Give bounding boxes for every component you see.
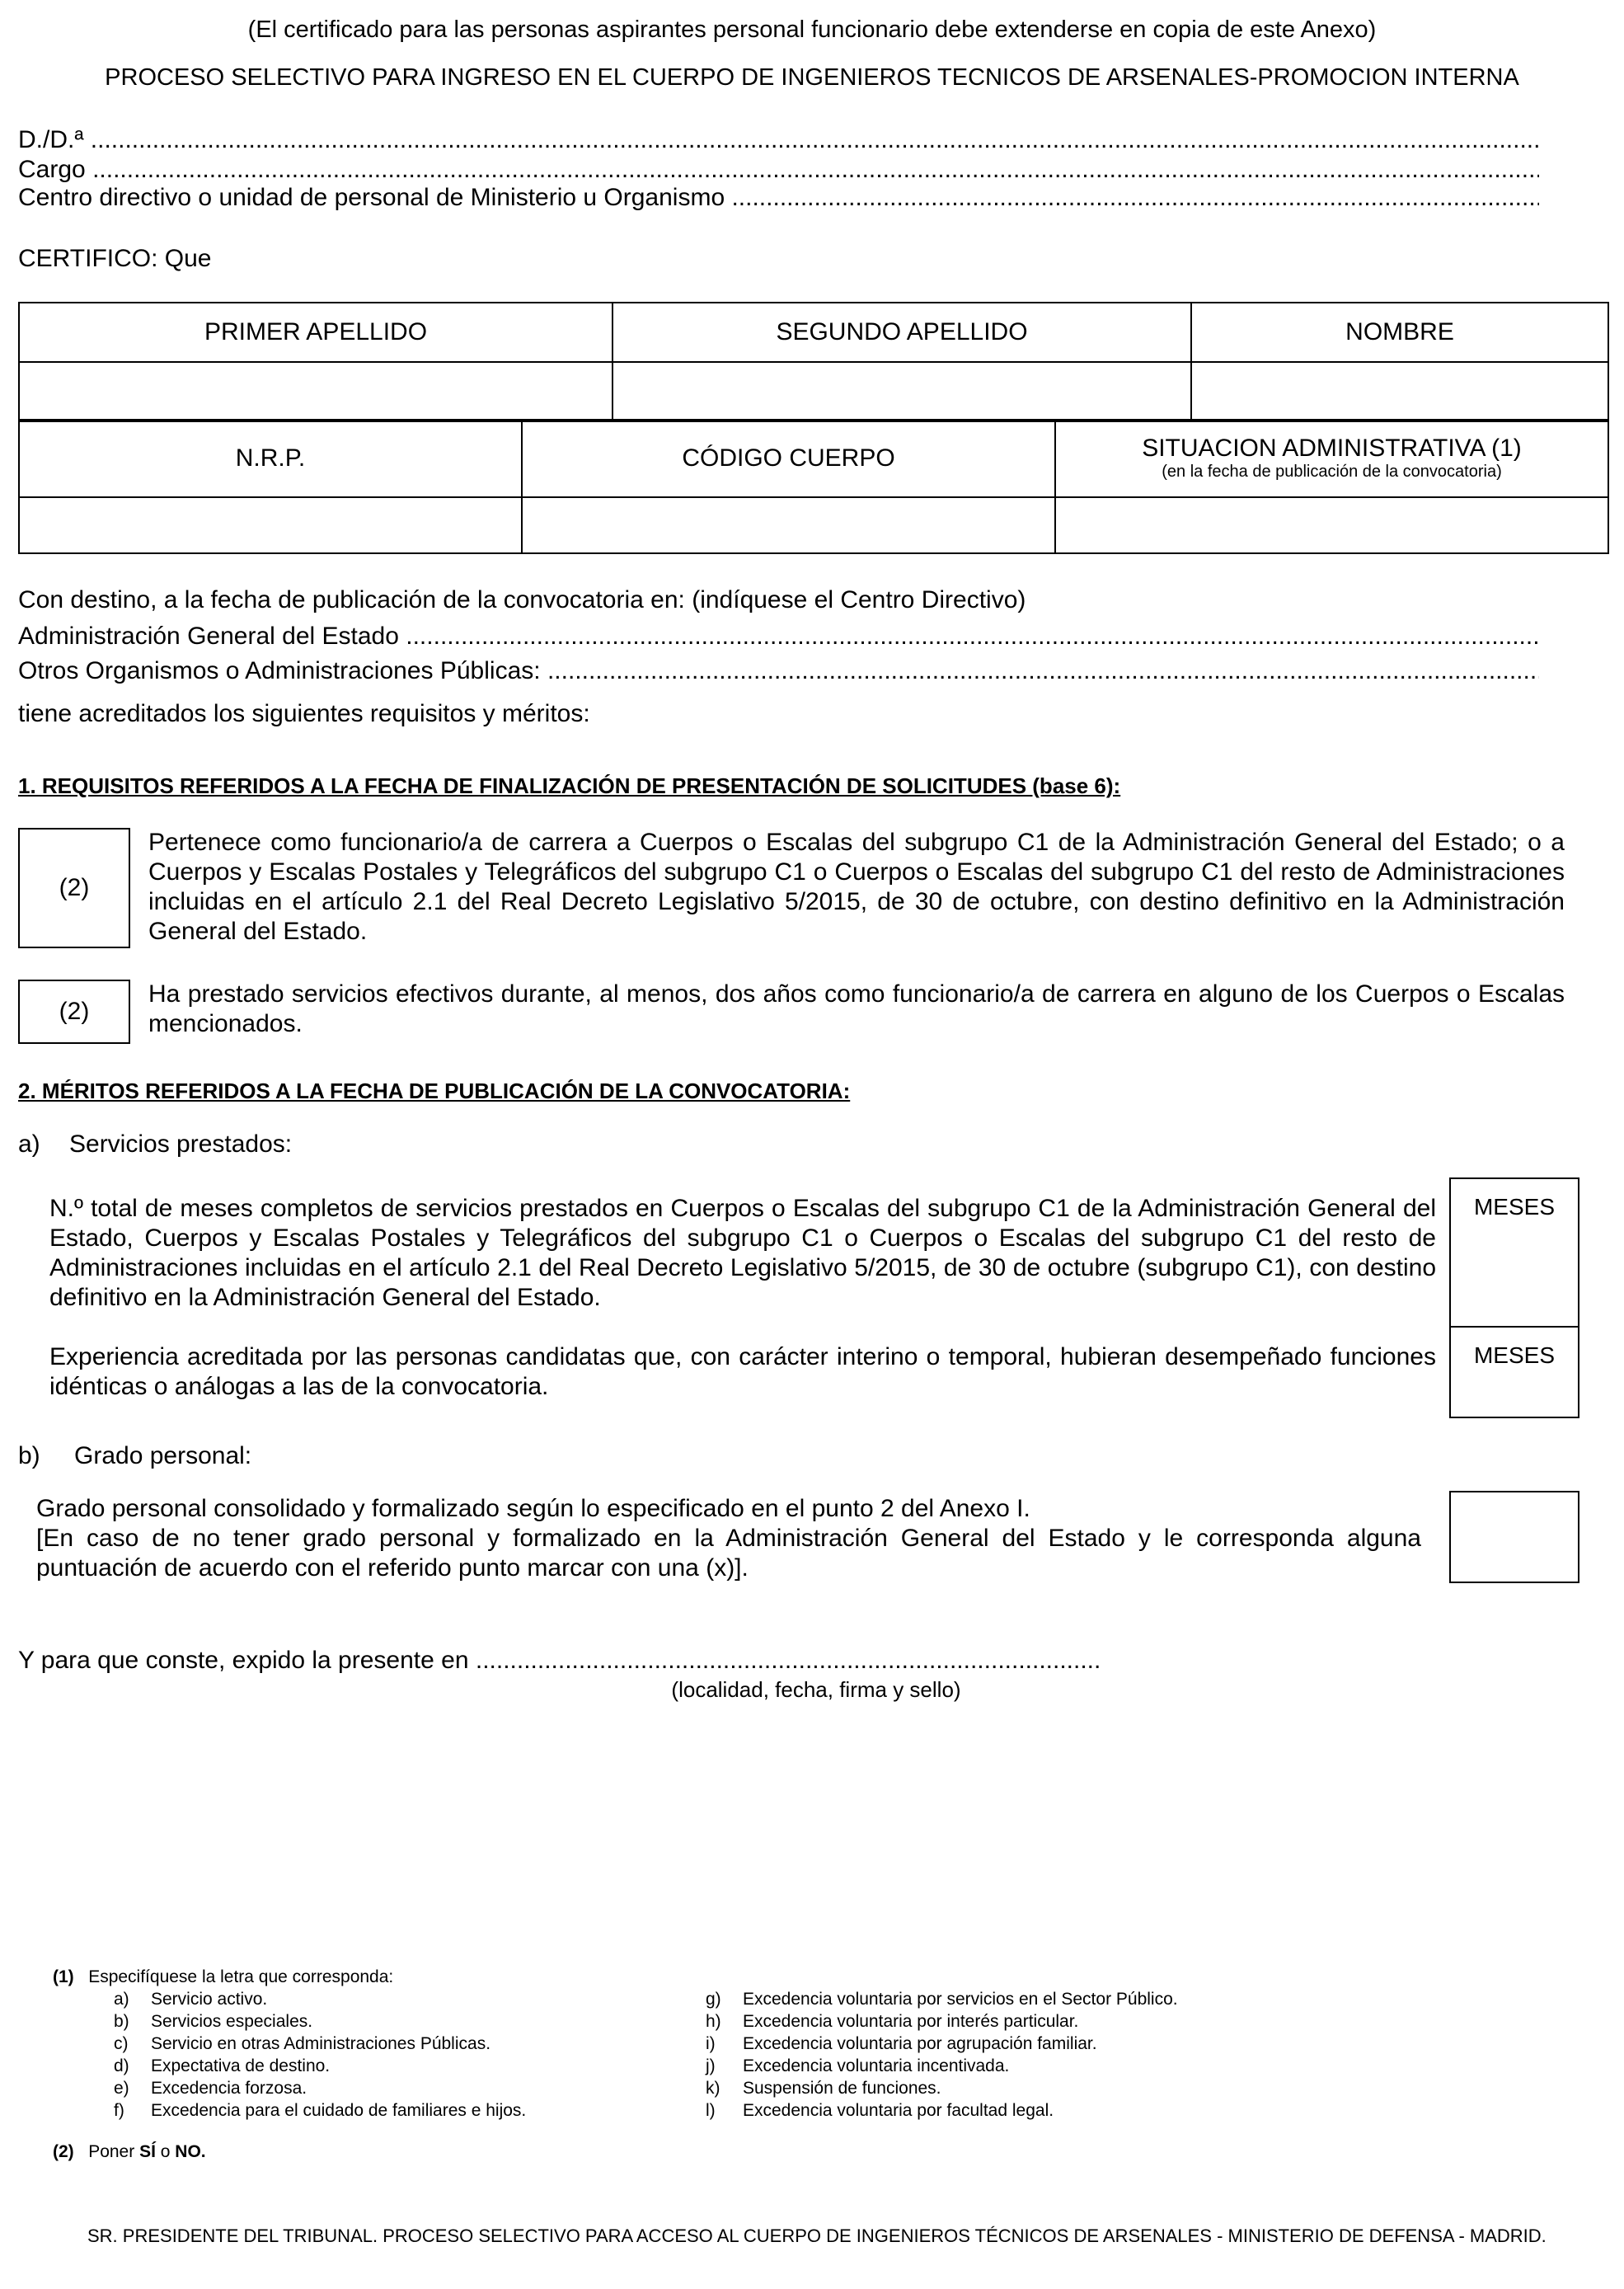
footnote-1-title: Especifíquese la letra que corresponda:	[88, 1967, 394, 1986]
tiene-label: tiene acreditados los siguientes requisitos y méritos:	[18, 700, 590, 727]
nombre-cell[interactable]	[1191, 362, 1608, 421]
closing-line	[18, 1646, 1101, 1676]
header-primer-apellido: PRIMER APELLIDO	[19, 303, 613, 362]
footnote-2-key: (2)	[53, 2142, 74, 2161]
situacion-label: SITUACION ADMINISTRATIVA (1)	[1142, 435, 1522, 462]
footnote-1	[53, 1966, 393, 1988]
cargo-label: Cargo	[18, 156, 86, 183]
certifico-label: CERTIFICO: Que	[18, 245, 212, 272]
footnote-2: (2) Poner SÍ o NO.	[53, 2142, 206, 2161]
dd-field[interactable]	[18, 125, 1539, 155]
list-item: i) Excedencia voluntaria por agrupación familiar.	[706, 2034, 1097, 2053]
list-item: k) Suspensión de funciones.	[706, 2079, 941, 2098]
situacion-cell[interactable]	[1055, 497, 1608, 553]
list-item: c) Servicio en otras Administraciones Públicas.	[114, 2034, 491, 2053]
section-b-letter: b)	[18, 1442, 40, 1469]
requisito1-text: Pertenece como funcionario/a de carrera a Cuerpos o Escalas del subgrupo C1 de la Administración General del Estado; o a Cuerpos y Escalas Postales y Telegráficos del subgrupo C1 o Cuerpos o Escalas del subgrupo C1 del resto de Administraciones incluidas en el artículo 2.1 del Real Decreto Legislativo 5/2015, de 30 de octubre, con destino definitivo en la Administración General del Estado.	[148, 829, 1565, 945]
grado-checkbox[interactable]	[1449, 1491, 1579, 1583]
otros-field[interactable]	[18, 656, 1539, 686]
experiencia-text: Experiencia acreditada por las personas candidatas que, con carácter interino o temporal, hubieran desempeñado funciones idénticas o análogas a las de la convocatoria.	[49, 1343, 1436, 1400]
grado-note: [En caso de no tener grado personal y formalizado en la Administración General del Estado y le corresponda alguna puntuación de acuerdo con el referido punto marcar con una (x)].	[36, 1525, 1421, 1582]
header-note: (El certificado para las personas aspirantes personal funcionario debe extenderse en copia de este Anexo)	[247, 16, 1377, 43]
list-item: d) Expectativa de destino.	[114, 2056, 331, 2075]
otros-label: Otros Organismos o Administraciones Públicas:	[18, 657, 541, 684]
codigo-cuerpo-cell[interactable]	[522, 497, 1055, 553]
list-item: j) Excedencia voluntaria incentivada.	[706, 2056, 1010, 2075]
closing-place-field[interactable]: ...........................................................................................	[475, 1647, 1101, 1674]
section1-heading: 1. REQUISITOS REFERIDOS A LA FECHA DE FINALIZACIÓN DE PRESENTACIÓN DE SOLICITUDES (base 6):	[18, 773, 1121, 798]
list-item: l) Excedencia voluntaria por facultad legal.	[706, 2101, 1054, 2120]
requisito2-box[interactable]: (2)	[18, 980, 130, 1044]
dd-label: D./D.ª	[18, 126, 84, 153]
situacion-sublabel: (en la fecha de publicación de la convocatoria)	[1162, 463, 1502, 481]
centro-label: Centro directivo o unidad de personal de Ministerio u Organismo	[18, 184, 725, 211]
header-nombre: NOMBRE	[1191, 303, 1608, 362]
closing-sub: (localidad, fecha, firma y sello)	[671, 1677, 961, 1702]
segundo-apellido-cell[interactable]	[613, 362, 1191, 421]
header-codigo-cuerpo: CÓDIGO CUERPO	[522, 420, 1055, 497]
footnote-1-right-list	[706, 1988, 1365, 2122]
list-item: b) Servicios especiales.	[114, 2012, 313, 2031]
meses-servicios-box[interactable]	[1449, 1177, 1579, 1328]
list-item: f) Excedencia para el cuidado de familiares e hijos.	[114, 2101, 527, 2120]
header-nrp: N.R.P.	[19, 420, 522, 497]
list-item: h) Excedencia voluntaria por interés particular.	[706, 2012, 1079, 2031]
nrp-cell[interactable]	[19, 497, 522, 553]
centro-field[interactable]	[18, 183, 1539, 213]
list-item: g) Excedencia voluntaria por servicios en el Sector Público.	[706, 1990, 1178, 2009]
grado-text: Grado personal consolidado y formalizado según lo especificado en el punto 2 del Anexo I.	[36, 1495, 1030, 1522]
footnote-1-left-list	[114, 1988, 691, 2122]
destino-intro: Con destino, a la fecha de publicación de la convocatoria en: (indíquese el Centro Directivo)	[18, 586, 1026, 613]
meses-label: MESES	[1473, 1342, 1556, 1368]
footnote-1-key: (1)	[53, 1967, 74, 1986]
header-situacion	[1055, 420, 1608, 497]
section-a-label: Servicios prestados:	[69, 1130, 293, 1158]
requisito1-box[interactable]: (2)	[18, 828, 130, 948]
admin-data-table	[18, 419, 1609, 554]
addressee: SR. PRESIDENTE DEL TRIBUNAL. PROCESO SELECTIVO PARA ACCESO AL CUERPO DE INGENIEROS TÉCNICOS DE ARSENALES - MINISTERIO DE DEFENSA - MADRID.	[87, 2226, 1547, 2246]
list-item: a) Servicio activo.	[114, 1990, 268, 2009]
cargo-field[interactable]	[18, 155, 1539, 185]
header-segundo-apellido: SEGUNDO APELLIDO	[613, 303, 1191, 362]
closing-text: Y para que conste, expido la presente en	[18, 1647, 469, 1674]
personal-data-table	[18, 302, 1609, 422]
section-b-label: Grado personal:	[74, 1442, 252, 1469]
age-label: Administración General del Estado	[18, 623, 399, 650]
requisito2-text: Ha prestado servicios efectivos durante, al menos, dos años como funcionario/a de carrera en alguno de los Cuerpos o Escalas mencionados.	[148, 980, 1565, 1037]
list-item: e) Excedencia forzosa.	[114, 2079, 307, 2098]
section2-heading: 2. MÉRITOS REFERIDOS A LA FECHA DE PUBLICACIÓN DE LA CONVOCATORIA:	[18, 1079, 851, 1103]
meses-experiencia-box[interactable]	[1449, 1326, 1579, 1418]
section-a-letter: a)	[18, 1130, 40, 1158]
servicios-text: N.º total de meses completos de servicios prestados en Cuerpos o Escalas del subgrupo C1 de la Administración General del Estado, Cuerpos y Escalas Postales y Telegráficos del subgrupo C1 o Cuerpos o Escalas del subgrupo C1 del resto de Administraciones incluidas en el artículo 2.1 del Real Decreto Legislativo 5/2015, de 30 de octubre (subgrupo C1), con destino definitivo en la Administración General del Estado.	[49, 1195, 1436, 1311]
primer-apellido-cell[interactable]	[19, 362, 613, 421]
meses-label: MESES	[1473, 1194, 1556, 1220]
page-title: PROCESO SELECTIVO PARA INGRESO EN EL CUERPO DE INGENIEROS TECNICOS DE ARSENALES-PROMOCION INTERNA	[105, 64, 1519, 91]
age-field[interactable]	[18, 622, 1539, 651]
